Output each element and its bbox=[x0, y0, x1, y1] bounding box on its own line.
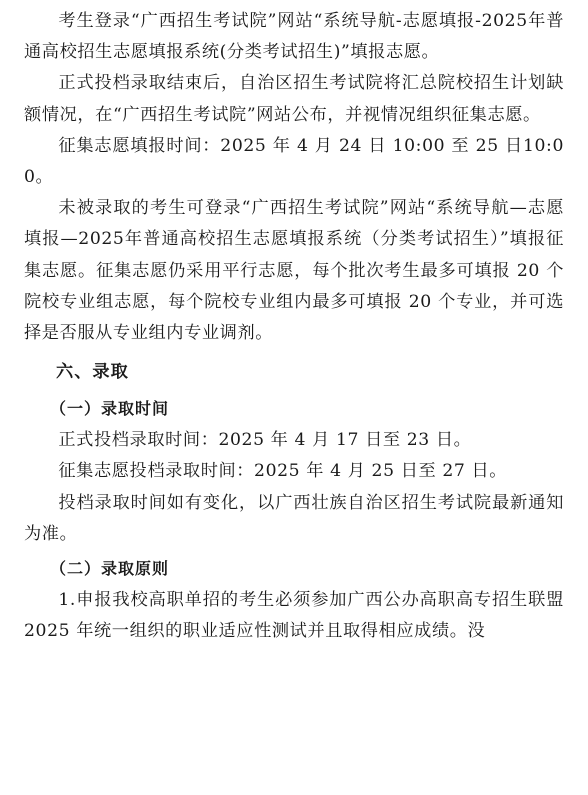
paragraph-collection-time: 征集志愿填报时间：2025 年 4 月 24 日 10:00 至 25 日10:00。 bbox=[24, 135, 564, 188]
paragraph-collection-admission-time: 征集志愿投档录取时间：2025 年 4 月 25 日至 27 日。 bbox=[58, 461, 508, 482]
paragraph-formal-admission-time: 正式投档录取时间：2025 年 4 月 17 日至 23 日。 bbox=[58, 430, 472, 451]
section-heading-admission: 六、录取 bbox=[56, 362, 129, 383]
paragraph-collection-procedure: 未被录取的考生可登录“广西招生考试院”网站“系统导航—志愿填报—2025年普通高校招生志愿填报系统（分类考试招生）”填报征集志愿。征集志愿仍采用平行志愿，每个批次考生最多可填报 20 个院校专业组志愿，每个院校专业组内最多可填报 20 个专业，并可选择是否服从专业组内专业调剂。 bbox=[24, 198, 564, 344]
paragraph-vacancy-notice: 正式投档录取结束后，自治区招生考试院将汇总院校招生计划缺额情况，在“广西招生考试院”网站公布，并视情况组织征集志愿。 bbox=[24, 73, 564, 125]
subsection-heading-admission-time: （一）录取时间 bbox=[50, 399, 170, 419]
paragraph-time-change-note: 投档录取时间如有变化，以广西壮族自治区招生考试院最新通知为准。 bbox=[24, 492, 564, 544]
paragraph-principle-1: 1.申报我校高职单招的考生必须参加广西公办高职高专招生联盟 2025 年统一组织的职业适应性测试并且取得相应成绩。没 bbox=[24, 590, 564, 642]
subsection-heading-admission-principle: （二）录取原则 bbox=[50, 559, 170, 579]
paragraph-volunteer-login: 考生登录“广西招生考试院”网站“系统导航-志愿填报-2025年普通高校招生志愿填报系统(分类考试招生)”填报志愿。 bbox=[24, 11, 564, 63]
